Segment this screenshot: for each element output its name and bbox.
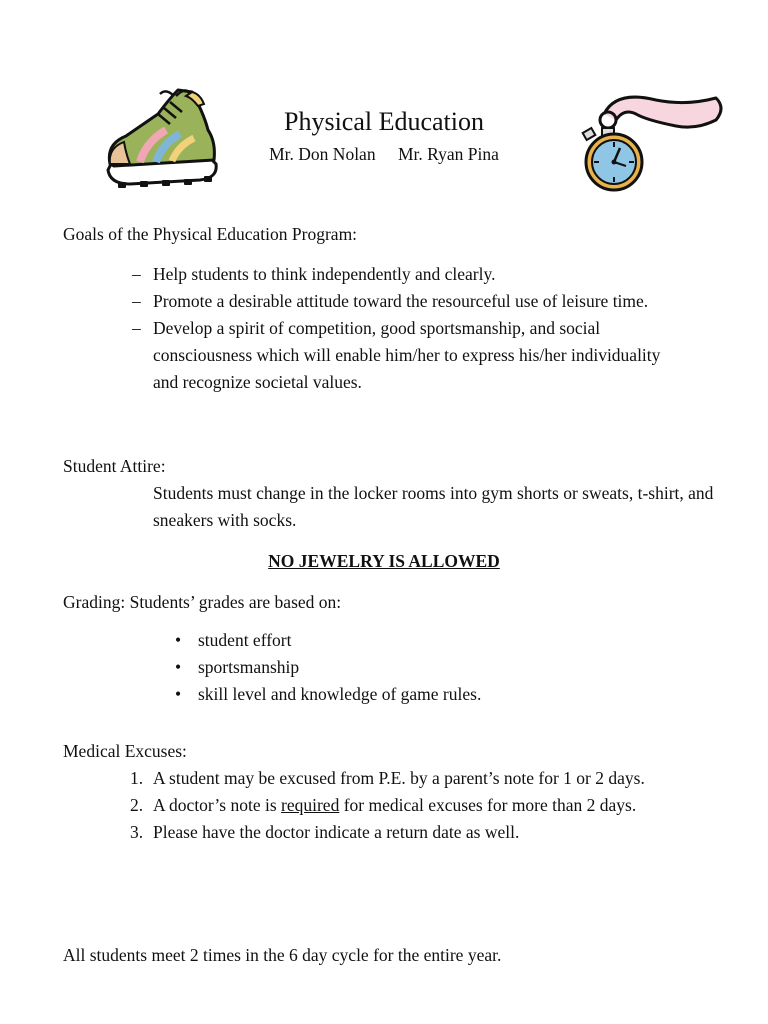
list-item: • student effort bbox=[63, 627, 728, 654]
teacher-name: Mr. Don Nolan bbox=[269, 144, 376, 164]
goals-list bbox=[63, 261, 728, 396]
jewelry-notice: NO JEWELRY IS ALLOWED bbox=[268, 551, 500, 571]
goals-heading: Goals of the Physical Education Program: bbox=[63, 224, 358, 244]
medical-heading: Medical Excuses: bbox=[63, 741, 187, 761]
list-number: 3. bbox=[130, 822, 144, 842]
list-item: – Develop a spirit of competition, good sportsmanship, and social consciousness which will enable him/her to express his/her individuality and recognize societal values. bbox=[63, 315, 728, 396]
grading-heading: Grading: Students’ grades are based on: bbox=[63, 592, 342, 612]
list-item: – Help students to think independently and clearly. bbox=[63, 261, 728, 288]
sneaker-icon bbox=[100, 84, 224, 192]
list-item bbox=[63, 792, 728, 819]
list-item: • skill level and knowledge of game rules. bbox=[63, 681, 728, 708]
list-item bbox=[63, 765, 728, 792]
list-number: 1. bbox=[130, 768, 144, 788]
attire-heading: Student Attire: bbox=[63, 456, 166, 476]
grading-section bbox=[63, 589, 728, 708]
list-item-text: for medical excuses for more than 2 days. bbox=[343, 795, 637, 815]
grading-list bbox=[63, 627, 728, 708]
goals-section bbox=[63, 221, 728, 396]
list-item: – Promote a desirable attitude toward the resourceful use of leisure time. bbox=[63, 288, 728, 315]
medical-list bbox=[63, 765, 728, 846]
list-item-text: Please have the doctor indicate a return date as well. bbox=[153, 822, 520, 842]
attire-text: Students must change in the locker rooms into gym shorts or sweats, t-shirt, and sneakers with socks. bbox=[153, 483, 714, 530]
teacher-names bbox=[0, 142, 768, 166]
list-number: 2. bbox=[130, 795, 144, 815]
list-item bbox=[63, 819, 728, 846]
list-item-text: A doctor’s note is bbox=[153, 795, 277, 815]
required-emphasis: required bbox=[281, 795, 340, 815]
list-item-text: A student may be excused from P.E. by a parent’s note for 1 or 2 days. bbox=[153, 768, 645, 788]
teacher-name: Mr. Ryan Pina bbox=[397, 144, 499, 164]
schedule-note: All students meet 2 times in the 6 day cycle for the entire year. bbox=[63, 945, 502, 965]
list-item: • sportsmanship bbox=[63, 654, 728, 681]
attire-section bbox=[63, 453, 728, 534]
page-title: Physical Education bbox=[283, 107, 484, 136]
medical-section bbox=[63, 738, 728, 846]
